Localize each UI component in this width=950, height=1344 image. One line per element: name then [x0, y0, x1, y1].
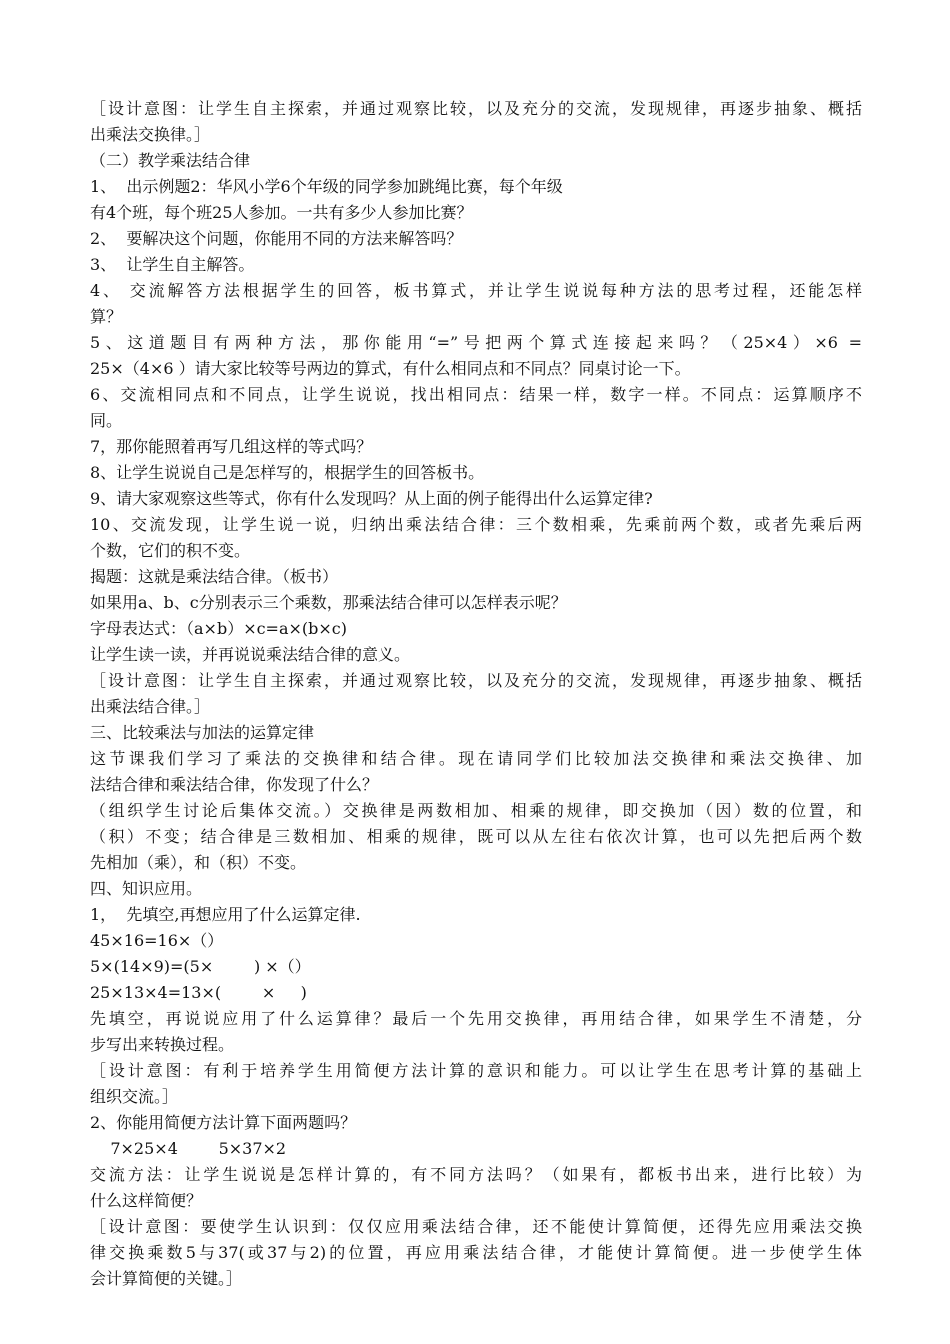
exercise-2-problems: 7×25×4 5×37×2: [90, 1139, 287, 1158]
exercise-1-item-2: 5×(14×9)=(5× ) ×（）: [90, 957, 311, 976]
compare-paragraph-line-1: 这节课我们学习了乘法的交换律和结合律。现在请同学们比较加法交换律和乘法交换律、加: [90, 749, 862, 768]
topic-reveal: 揭题：这就是乘法结合律。（板书）: [90, 567, 339, 586]
exercise-1-note-line-2: 步写出来转换过程。: [90, 1035, 235, 1054]
discussion-line-3: 先相加（乘），和（积）不变。: [90, 853, 307, 872]
step-2: 2、 要解决这个问题，你能用不同的方法来解答吗？: [90, 229, 463, 248]
discussion-line-2: （积）不变；结合律是三数相加、相乘的规律，既可以从左往右依次计算，也可以先把后两个数: [90, 827, 862, 846]
exercise-1-note-line-1: 先填空，再说说应用了什么运算律？最后一个先用交换律，再用结合律，如果学生不清楚，分: [90, 1009, 862, 1028]
section-heading-associative-law: （二）教学乘法结合律: [90, 151, 251, 170]
letter-formula: 字母表达式：（a×b）×c=a×(b×c): [90, 619, 348, 638]
exercise-1-instruction: 1， 先填空,再想应用了什么运算定律.: [90, 905, 361, 924]
section-heading-application: 四、知识应用。: [90, 879, 203, 898]
design-intent-2-line-1: ［设计意图：让学生自主探索，并通过观察比较，以及充分的交流，发现规律，再逐步抽象、概括: [90, 671, 862, 690]
step-4-line-1: 4、 交流解答方法根据学生的回答，板书算式，并让学生说说每种方法的思考过程，还能怎样: [90, 281, 862, 300]
step-7: 7，那你能照着再写几组这样的等式吗？: [90, 437, 373, 456]
compare-paragraph-line-2: 法结合律和乘法结合律，你发现了什么？: [90, 775, 379, 794]
exchange-method-line-2: 什么这样简便？: [90, 1191, 203, 1210]
section-heading-compare: 三、比较乘法与加法的运算定律: [90, 723, 315, 742]
step-6-line-1: 6、交流相同点和不同点，让学生说说，找出相同点：结果一样，数字一样。不同点：运算顺序不: [90, 385, 862, 404]
step-10-line-1: 10、交流发现，让学生说一说，归纳出乘法结合律：三个数相乘，先乘前两个数，或者先乘后两: [90, 515, 862, 534]
exercise-1-item-1: 45×16=16×（）: [90, 931, 224, 950]
step-9: 9、请大家观察这些等式，你有什么发现吗？从上面的例子能得出什么运算定律?: [90, 489, 653, 508]
design-intent-3-line-1: ［设计意图：有利于培养学生用简便方法计算的意识和能力。可以让学生在思考计算的基础上: [90, 1061, 862, 1080]
letter-question: 如果用a、b、c分别表示三个乘数，那乘法结合律可以怎样表示呢？: [90, 593, 567, 612]
design-intent-1-line-1: ［设计意图：让学生自主探索，并通过观察比较，以及充分的交流，发现规律，再逐步抽象、概括: [90, 99, 862, 118]
exercise-2-instruction: 2、你能用简便方法计算下面两题吗？: [90, 1113, 357, 1132]
document-body: [90, 96, 862, 1292]
design-intent-2-line-2: 出乘法结合律。］: [90, 697, 211, 716]
design-intent-1-line-2: 出乘法交换律。］: [90, 125, 211, 144]
discussion-line-1: （组织学生讨论后集体交流。）交换律是两数相加、相乘的规律，即交换加（因）数的位置，和: [90, 801, 862, 820]
step-3: 3、 让学生自主解答。: [90, 255, 255, 274]
step-5-line-1: 5、这道题目有两种方法，那你能用“=”号把两个算式连接起来吗？（25×4）×6 =: [90, 333, 862, 352]
step-1-line-2: 有4个班，每个班25人参加。一共有多少人参加比赛？: [90, 203, 473, 222]
step-1-line-1: 1、 出示例题2：华风小学6个年级的同学参加跳绳比赛，每个年级: [90, 177, 563, 196]
step-5-line-2: 25×（4×6 ）请大家比较等号两边的算式，有什么相同点和不同点？同桌讨论一下。: [90, 359, 691, 378]
design-intent-4-line-2: 律交换乘数5与37(或37与2)的位置，再应用乘法结合律，才能使计算简便。进一步使学生体: [90, 1243, 862, 1262]
step-8: 8、让学生说说自己是怎样写的，根据学生的回答板书。: [90, 463, 485, 482]
exercise-1-item-3: 25×13×4=13×( × ): [90, 983, 307, 1002]
design-intent-4-line-3: 会计算简便的关键。］: [90, 1269, 243, 1288]
step-6-line-2: 同。: [90, 411, 123, 430]
step-10-line-2: 个数，它们的积不变。: [90, 541, 251, 560]
design-intent-4-line-1: ［设计意图：要使学生认识到：仅仅应用乘法结合律，还不能使计算简便，还得先应用乘法交换: [90, 1217, 862, 1236]
step-4-line-2: 算？: [90, 307, 123, 326]
read-aloud-instruction: 让学生读一读，并再说说乘法结合律的意义。: [90, 645, 411, 664]
design-intent-3-line-2: 组织交流。］: [90, 1087, 179, 1106]
exchange-method-line-1: 交流方法：让学生说说是怎样计算的，有不同方法吗？（如果有，都板书出来，进行比较）为: [90, 1165, 862, 1184]
